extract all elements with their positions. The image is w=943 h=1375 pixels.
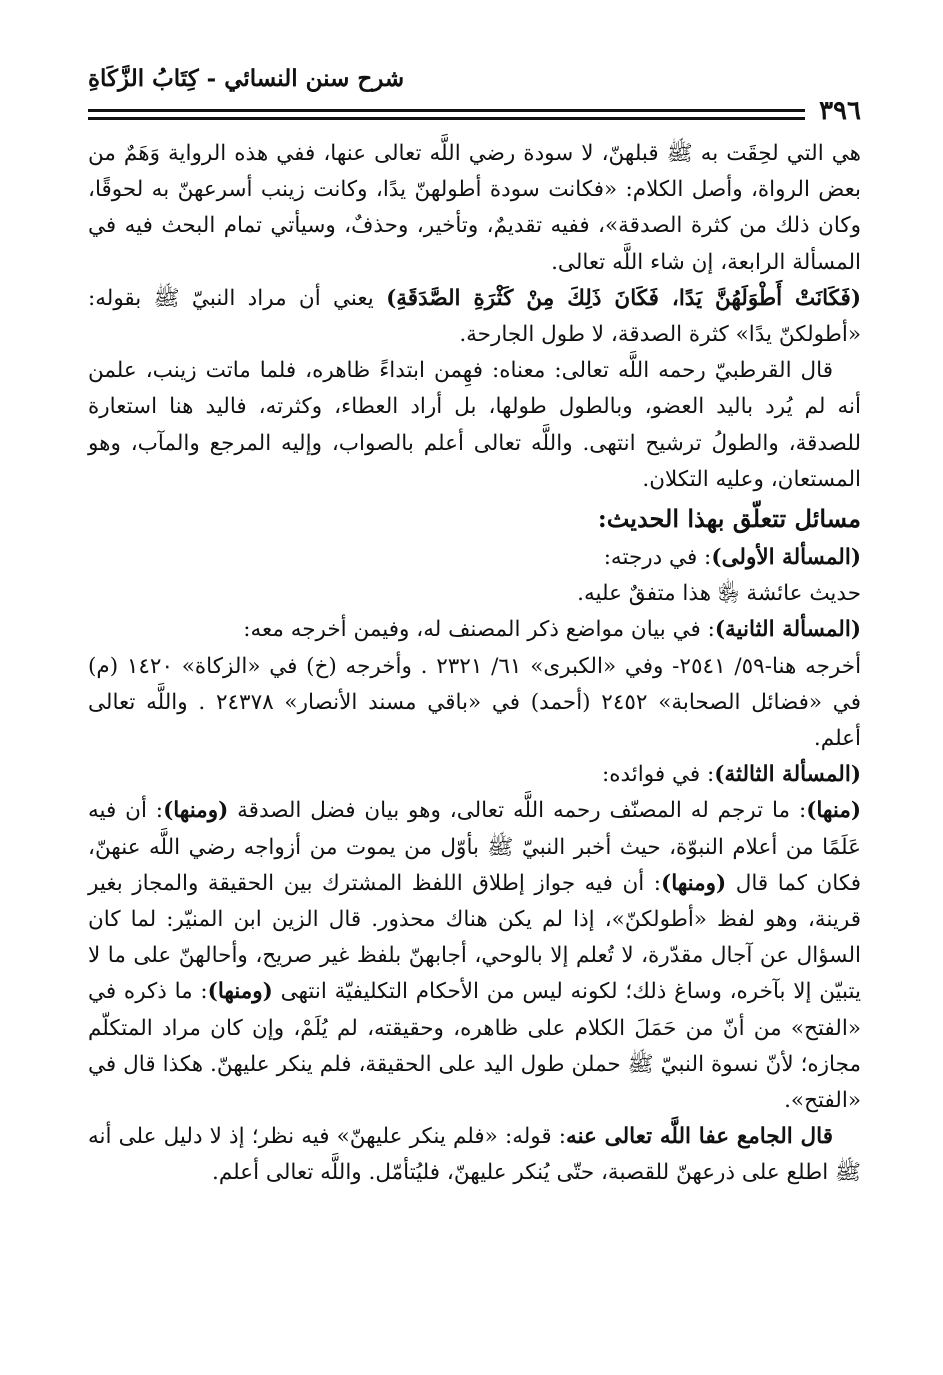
paragraph: [88, 793, 861, 1119]
text-run: هي التي لحِقَت به ﷺ قبلهنّ، لا سودة رضي اللَّه تعالى عنها، ففي هذه الرواية وَهَمٌ من بعض الرواة، وأصل الكلام: «فكانت سودة أطولهنّ يدًا، وكانت زينب أسرعهنّ به لحوقًا، وكان ذلك من كثرة الصدقة»، ففيه تقديمٌ، وتأخير، وحذفٌ، وسيأتي تمام البحث فيه في المسألة الرابعة، إن شاء اللَّه تعالى.: [88, 141, 861, 275]
bold-text: (منها): [806, 798, 862, 824]
bold-text: (ومنها): [163, 798, 229, 824]
paragraph: [88, 757, 861, 793]
text-run: : ما ترجم له المصنّف رحمه اللَّه تعالى، وهو بيان فضل الصدقة: [228, 798, 807, 824]
bold-text: مسائل تتعلّق بهذا الحديث:: [597, 504, 861, 534]
paragraph: [88, 353, 861, 498]
text-run: أخرجه هنا-٥٩/ ٢٥٤١- وفي «الكبرى» ٦١/ ٢٣٢١ . وأخرجه (خ) في «الزكاة» ١٤٢٠ (م) في «فضائل الصحابة» ٢٤٥٢ (أحمد) في «باقي مسند الأنصار» ٢٤٣٧٨ . واللَّه تعالى أعلم.: [88, 653, 862, 752]
paragraph: [88, 576, 861, 612]
page-number-row: [88, 94, 861, 128]
text-run: : ما ذكره في «الفتح» من أنّ من حَمَلَ الكلام على ظاهره، وحقيقته، لم يُلَمْ، وإن كان مراد المتكلّم مجازه؛ لأنّ نسوة النبيّ ﷺ حملن طول اليد على الحقيقة، فلم ينكر عليهنّ. هكذا قال في «الفتح».: [88, 979, 861, 1114]
bold-text: (ومنها): [661, 870, 727, 896]
text-run: قال القرطبيّ رحمه اللَّه تعالى: معناه: فهِمن ابتداءً ظاهره، فلما ماتت زينب، علمن أنه لم يُرد باليد العضو، وبالطول طولها، بل أراد العطاء، وكثرته، فاليد هنا استعارة للصدقة، والطولُ ترشيح انتهى. واللَّه تعالى أعلم بالصواب، وإليه المرجع والمآب، وهو المستعان، وعليه التكلان.: [88, 358, 861, 492]
paragraph: [88, 649, 861, 758]
paragraph: [88, 1119, 861, 1191]
paragraph: [88, 540, 861, 576]
text-run: حديث عائشة ﵂ هذا متفقٌ عليه.: [577, 581, 861, 607]
double-rule-divider: [88, 109, 805, 120]
text-run: يعني أن مراد النبيّ ﷺ بقوله: «أطولكنّ يدًا» كثرة الصدقة، لا طول الجارحة.: [88, 285, 861, 348]
page-number: ٣٩٦: [819, 96, 861, 126]
paragraph: [88, 136, 861, 281]
text-run: : في فوائده:: [602, 762, 715, 788]
page-body: [88, 136, 861, 1192]
text-run: : أن فيه عَلَمًا من أعلام النبوّة، حيث أخبر النبيّ ﷺ بأوّل من يموت من أزواجه رضي اللَّه عنهنّ، فكان كما قال: [88, 798, 861, 896]
bold-text: قال الجامع عفا اللَّه تعالى عنه: [566, 1124, 833, 1150]
paragraph: [88, 281, 861, 353]
text-run: : أن فيه جواز إطلاق اللفظ المشترك بين الحقيقة والمجاز بغير قرينة، وهو لفظ «أطولكنّ»، إذا لم يكن هناك محذور. قال الزين ابن المنيّر: لما كان السؤال عن آجال مقدّرة، لا تُعلم إلا بالوحي، أجابهنّ بلفظ غير صريح، وأحالهنّ على ما لا يتبيّن إلا بآخره، وساغ ذلك؛ لكونه ليس من الأحكام التكليفيّة انتهى: [88, 870, 862, 1005]
bold-text: (المسألة الأولى): [711, 545, 861, 571]
running-title: شرح سنن النسائي - كِتَابُ الزَّكَاةِ: [88, 65, 405, 92]
page-header: [88, 52, 861, 92]
bold-text: (المسألة الثالثة): [714, 762, 861, 788]
text-run: : قوله: «فلم ينكر عليهنّ» فيه نظر؛ إذ لا دليل على أنه ﷺ اطلع على ذرعهنّ للقصبة، حتّى يُنكر عليهنّ، فليُتأمّل. واللَّه تعالى أعلم.: [88, 1124, 861, 1186]
paragraph: [88, 612, 861, 648]
bold-text: (المسألة الثانية): [714, 617, 861, 643]
bold-text: (فَكَانَتْ أَطْوَلَهُنَّ يَدًا، فَكَانَ ذَلِكَ مِنْ كَثْرَةِ الصَّدَقَةِ): [386, 285, 862, 311]
text-run: : في بيان مواضع ذكر المصنف له، وفيمن أخرجه معه:: [243, 617, 715, 643]
bold-text: (ومنها): [207, 979, 273, 1005]
section-heading: [88, 498, 861, 540]
text-run: : في درجته:: [603, 545, 712, 571]
